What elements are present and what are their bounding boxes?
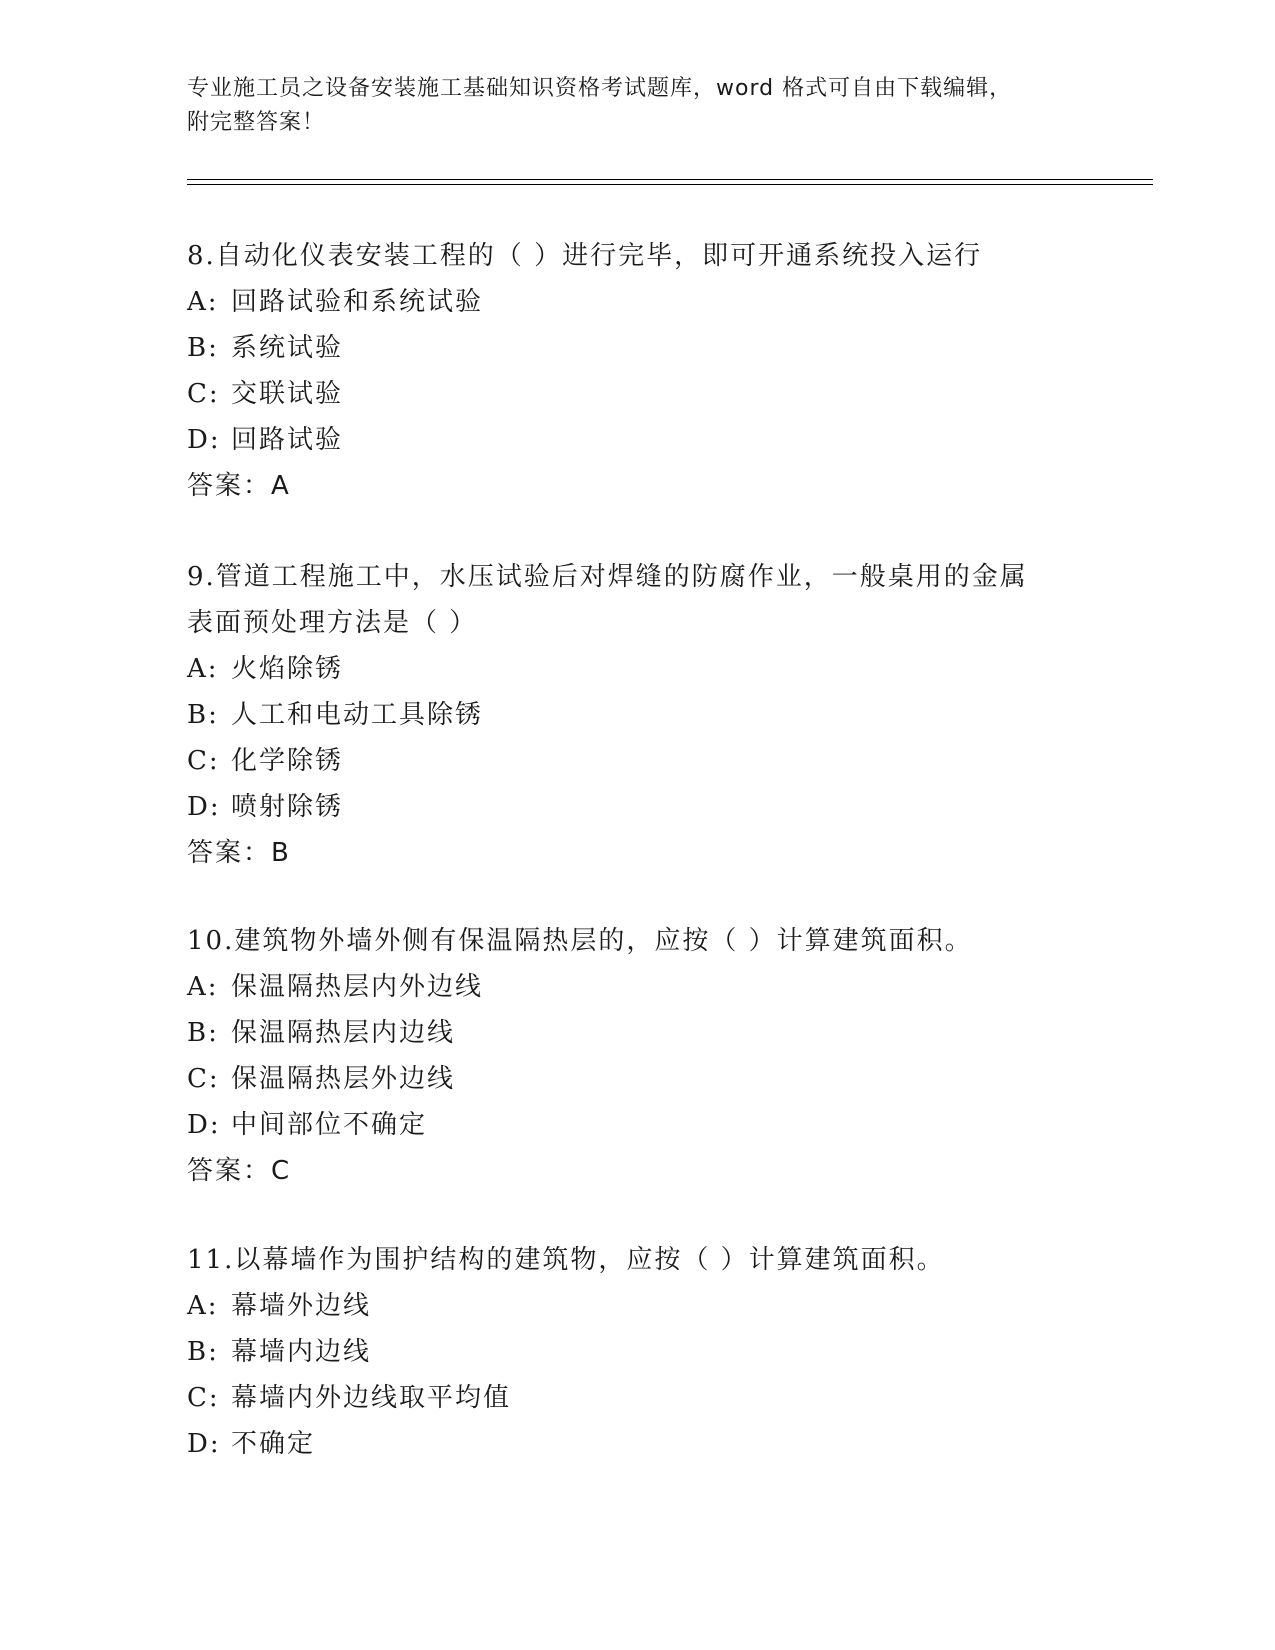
- option-c: [187, 1375, 1087, 1421]
- option-b: [187, 325, 1087, 371]
- option-letter: A:: [187, 654, 219, 684]
- option-letter: D:: [187, 1429, 221, 1459]
- header-divider-bottom: [187, 184, 1153, 185]
- option-letter: C:: [187, 1064, 220, 1094]
- option-a: [187, 964, 1087, 1010]
- option-text: 回路试验和系统试验: [231, 287, 484, 317]
- option-text: 火焰除锈: [231, 654, 344, 684]
- question-stem: 8.自动化仪表安装工程的（ ）进行完毕，即可开通系统投入运行: [187, 241, 983, 271]
- option-d: [187, 1421, 1087, 1467]
- option-b: [187, 1329, 1087, 1375]
- option-letter: D:: [187, 1110, 221, 1140]
- document-header: [187, 72, 1087, 140]
- option-b: [187, 1010, 1087, 1056]
- header-divider-top: [187, 179, 1153, 180]
- option-text: 不确定: [231, 1429, 316, 1459]
- option-text: 保温隔热层内外边线: [231, 972, 484, 1002]
- option-letter: B:: [187, 700, 219, 730]
- option-text: 幕墙内边线: [231, 1337, 372, 1367]
- option-text: 中间部位不确定: [231, 1110, 428, 1140]
- answer-line: 答案：C: [187, 1156, 292, 1186]
- question-stem: 11.以幕墙作为围护结构的建筑物，应按（ ）计算建筑面积。: [187, 1245, 945, 1275]
- option-letter: A:: [187, 287, 219, 317]
- option-letter: B:: [187, 333, 219, 363]
- answer-line: 答案：B: [187, 838, 291, 868]
- option-text: 化学除锈: [231, 746, 344, 776]
- option-a: [187, 279, 1087, 325]
- option-text: 系统试验: [231, 333, 344, 363]
- option-c: [187, 371, 1087, 417]
- question-stem-continued: 表面预处理方法是（ ）: [187, 608, 478, 638]
- header-line-1: 专业施工员之设备安装施工基础知识资格考试题库，word 格式可自由下载编辑，: [187, 76, 1013, 101]
- option-d: [187, 784, 1087, 830]
- option-letter: B:: [187, 1018, 219, 1048]
- question-stem: 9.管道工程施工中，水压试验后对焊缝的防腐作业，一般桌用的金属: [187, 562, 1028, 592]
- option-d: [187, 1102, 1087, 1148]
- option-letter: D:: [187, 425, 221, 455]
- option-text: 保温隔热层外边线: [231, 1064, 456, 1094]
- option-text: 回路试验: [231, 425, 344, 455]
- option-c: [187, 738, 1087, 784]
- option-letter: A:: [187, 1291, 219, 1321]
- option-letter: C:: [187, 746, 220, 776]
- option-b: [187, 692, 1087, 738]
- question-9: [187, 554, 1087, 876]
- option-a: [187, 1283, 1087, 1329]
- option-text: 喷射除锈: [231, 792, 344, 822]
- option-letter: C:: [187, 379, 220, 409]
- option-c: [187, 1056, 1087, 1102]
- option-letter: D:: [187, 792, 221, 822]
- option-d: [187, 417, 1087, 463]
- answer-line: 答案：A: [187, 471, 291, 501]
- question-10: [187, 918, 1087, 1194]
- option-a: [187, 646, 1087, 692]
- header-line-2: 附完整答案！: [187, 110, 326, 135]
- question-11: [187, 1237, 1087, 1467]
- option-letter: B:: [187, 1337, 219, 1367]
- question-stem: 10.建筑物外墙外侧有保温隔热层的，应按（ ）计算建筑面积。: [187, 926, 973, 956]
- option-letter: A:: [187, 972, 219, 1002]
- option-text: 幕墙外边线: [231, 1291, 372, 1321]
- question-8: [187, 233, 1087, 509]
- option-letter: C:: [187, 1383, 220, 1413]
- option-text: 交联试验: [231, 379, 344, 409]
- option-text: 保温隔热层内边线: [231, 1018, 456, 1048]
- option-text: 幕墙内外边线取平均值: [231, 1383, 512, 1413]
- option-text: 人工和电动工具除锈: [231, 700, 484, 730]
